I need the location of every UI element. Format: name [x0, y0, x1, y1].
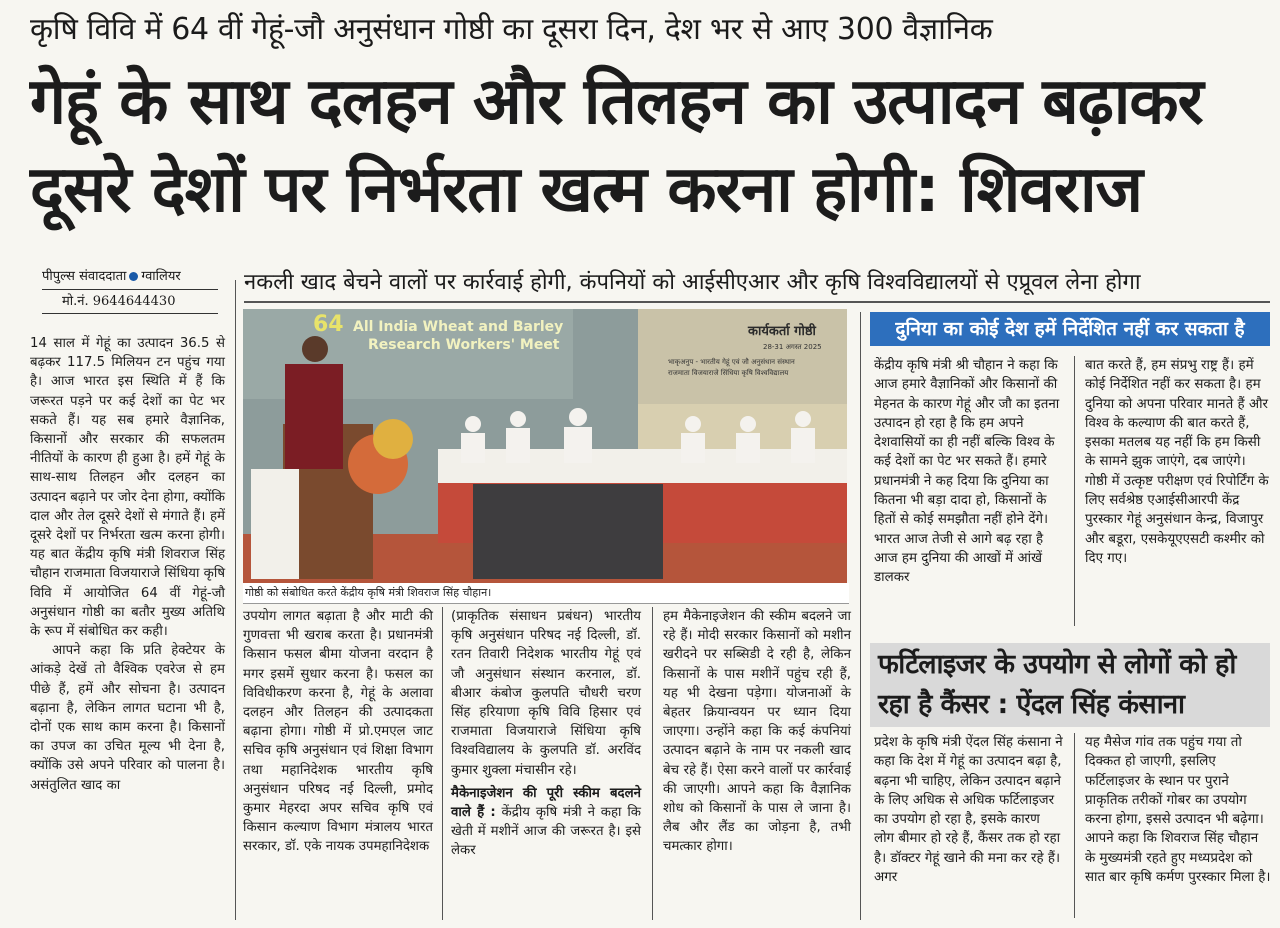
article-column-1: [30, 334, 225, 795]
photo-speaker-head: [302, 336, 328, 362]
article-column-4: [663, 607, 851, 857]
column1-paragraph-1: 14 साल में गेहूं का उत्पादन 36.5 से बढ़कर 117.5 मिलियन टन पहुंच गया है। आज भारत इस स्थिति में हैं कि जरूरत पड़ने पर कई देशों का पेट भर सकते हैं। यह सब हमारे वैज्ञानिक, किसानों और सरकार की सफलतम नीतियों के कारण ही हुआ है। हमें गेहूं के साथ-साथ तिलहन और दलहन का उत्पादन बढ़ाने पर जोर देना होगा, क्योंकि दाल और तेल दूसरे देशों से मंगाते हैं। हमें दूसरे देशों पर निर्भरता खत्म करना होगी। यह बात केंद्रीय कृषि मंत्री शिवराज सिंह चौहान राजमाता विजयाराजे सिंधिया कृषि विवि में आयोजित 64 वीं गेहूं-जौ अनुसंधान गोष्ठी का बतौर मुख्य अतिथि के रूप में संबोधित कर कही।: [30, 336, 226, 640]
box2-column-b: यह मैसेज गांव तक पहुंच गया तो दिक्कत हो जाएगी, इसलिए फर्टिलाइजर के स्थान पर पुराने प्राकृतिक तरीकों गोबर का उपयोग करना होगा, इससे उत्पादन भी बढ़ेगा। आपने कहा कि शिवराज सिंह चौहान के मुख्यमंत्री रहते हुए मध्यप्रदेश को सात बार कृषि कर्मण पुरस्कार मिला है।: [1085, 735, 1271, 886]
event-photo: [243, 309, 847, 583]
byline-mobile: मो.नं. 9644644430: [62, 294, 176, 309]
box1-column-b: बात करते हैं, हम संप्रभु राष्ट्र हैं। हमें कोई निर्देशित नहीं कर सकता है। हम दुनिया को अपना परिवार मानते हैं और विश्व के कल्याण की बात करते हैं, इसका मतलब यह नहीं कि हम किसी के सामने झुक जाएंगे, दब जाएंगे। गोष्ठी में उत्कृष्ट परीक्षण एवं रिपोर्टिंग के लिए सर्वश्रेष्ठ एआईसीआरपी केंद्र पुरस्कार गेहूं अनुसंधान केन्द्र, विजापुर और बडूरा, एसकेयूएएसटी कश्मीर को दिए गए।: [1085, 358, 1269, 566]
column3-subhead: मैकेनाइजेशन की पूरी स्कीम बदलने वाले हैं :: [451, 785, 641, 821]
byline: [42, 268, 220, 286]
subheadline: नकली खाद बेचने वालों पर कार्रवाई होगी, कंपनियों को आईसीएआर और कृषि विश्वविद्यालयों से एप्रूवल लेना होगा: [244, 270, 1141, 295]
photo-caption: गोष्ठी को संबोधित करते केंद्रीय कृषि मंत्री शिवराज सिंह चौहान।: [243, 583, 849, 604]
photo-right-banner-title: कार्यकर्ता गोष्ठी: [748, 324, 816, 339]
photo-banner-number: 64: [313, 312, 344, 337]
photo-right-banner-text-1: भाकृअनुप - भारतीय गेहूं एवं जौ अनुसंधान संस्थान: [668, 358, 795, 366]
photo-banner-line-2: Research Workers' Meet: [368, 337, 560, 353]
box2-title: [878, 645, 1270, 725]
box2-column-a: प्रदेश के कृषि मंत्री ऐंदल सिंह कंसाना ने कहा कि देश में गेहूं का उत्पादन बढ़ा है, बढ़ना भी चाहिए, लेकिन उत्पादन बढ़ाने के लिए अधिक से अधिक फर्टिलाइजर का उपयोग हो रहा है, इसके कारण लोग बीमार हो रहे हैं, कैंसर तक हो रहा है। डॉक्टर गेहूं खाने की मना कर रहे हैं। अगर: [874, 735, 1063, 886]
column4-paragraph-1: हम मैकेनाइजेशन की स्कीम बदलने जा रहे हैं। मोदी सरकार किसानों को मशीन खरीदने पर सब्सिडी दे रही है, लेकिन किसानों के पास मशीनें पहुंच रही हैं, यह भी देखना पड़ेगा। योजनाओं के बेहतर क्रियान्वयन पर ध्यान दिया जाएगा। उन्होंने कहा कि कई कंपनियां उत्पादन बढ़ाने के नाम पर नकली खाद बेच रहे हैं। ऐसा करने वालों पर कार्रवाई की जाएगी। आपने कहा कि वैज्ञानिक शोध को किसानों के पास ले जाना है। लैब और लैंड का जोड़ना है, तभी चमत्कार होगा।: [663, 609, 851, 855]
column3-paragraph-1: (प्राकृतिक संसाधन प्रबंधन) भारतीय कृषि अनुसंधान परिषद नई दिल्ली, डॉ. रतन तिवारी निदेशक भारतीय गेहूं एवं जौ अनुसंधान संस्थान करनाल, डॉ. बीआर कंबोज कुलपति चौधरी चरण सिंह हरियाणा कृषि विवि हिसार एवं राजमाता विजयाराजे सिंधिया कृषि विश्वविद्यालय के कुलपति डॉ. अरविंद कुमार शुक्ला मंचासीन रहे।: [451, 609, 641, 778]
byline-rule-bottom: [42, 313, 218, 314]
column-divider-4: [860, 312, 861, 920]
photo-flower-yellow: [373, 419, 413, 459]
photo-right-banner-text-2: राजमाता विजयाराजे सिंधिया कृषि विश्वविद्यालय: [668, 369, 789, 377]
box1-title: दुनिया का कोई देश हमें निर्देशित नहीं कर सकता है: [870, 312, 1270, 346]
column-divider-1: [235, 280, 236, 920]
subhead-rule: [244, 301, 1270, 303]
column-divider-3: [652, 607, 653, 920]
article-column-3: [451, 607, 641, 861]
column1-paragraph-2: आपने कहा कि प्रति हेक्टेयर के आंकड़े देखें तो वैश्विक एवरेज से हम पीछे हैं, हमें और सोचना है। उत्पादन बढ़ाना है, लेकिन लागत घटाना भी है, दोनों एक साथ काम करना है। किसानों का उपज का उचित मूल्य भी देना है, क्योंकि उसे अपने परिवार को पालना है। असंतुलित खाद का: [30, 643, 225, 793]
reporter-name: पीपुल्स संवाददाता: [42, 269, 127, 284]
photo-head-table: [438, 449, 847, 483]
column-divider-2: [442, 607, 443, 920]
photo-monitor: [473, 484, 663, 579]
photo-banner-line-1: All India Wheat and Barley: [353, 319, 564, 335]
column2-paragraph-1: उपयोग लागत बढ़ाता है और माटी की गुणवत्ता भी खराब करता है। प्रधानमंत्री किसान फसल बीमा योजना वरदान है मगर इसमें सुधार करना है। फसल का विविधीकरण करना है, गेहूं के अलावा दलहन और तिलहन की उत्पादकता बढ़ाना होगा। गोष्ठी में प्रो.एमएल जाट सचिव कृषि अनुसंधान एवं शिक्षा विभाग तथा महानिदेशक भारतीय कृषि अनुसंधान परिषद नई दिल्ली, प्रमोद कुमार मेहरदा अपर सचिव कृषि एवं किसान कल्याण विभाग मंत्रालय भारत सरकार, डॉ. एके नायक उपमहानिदेशक: [243, 609, 433, 855]
kicker-line: कृषि विवि में 64 वीं गेहूं-जौ अनुसंधान गोष्ठी का दूसरा दिन, देश भर से आए 300 वैज्ञानिक: [30, 12, 993, 47]
article-column-2: [243, 607, 433, 857]
box2-divider: [1074, 733, 1075, 918]
event-photo-illustration: [243, 309, 847, 583]
byline-city: ग्वालियर: [141, 269, 181, 284]
box1-column-a: केंद्रीय कृषि मंत्री श्री चौहान ने कहा कि आज हमारे वैज्ञानिकों और किसानों की मेहनत के कारण गेहूं और जौ का इतना उत्पादन हो रहा है कि हम अपने देशवासियों का ही नहीं बल्कि विश्व के कई देशों का पेट भर सकते हैं। हमारे प्रधानमंत्री ने कह दिया कि दुनिया का कितना भी बड़ा दादा हो, किसानों के हितों से कोई समझौता नहीं होने देंगे। भारत आज तेजी से आगे बढ़ रहा है आज हम दुनिया की आखों में आंखें डालकर: [874, 358, 1060, 586]
column3-paragraph-2: केंद्रीय कृषि मंत्री ने कहा कि खेती में मशीनें आज की जरूरत है। इसे लेकर: [451, 805, 641, 859]
bullet-icon: [129, 272, 138, 281]
photo-right-banner-date: 28-31 अगस्त 2025: [763, 343, 822, 351]
headline-line-1: गेहूं के साथ दलहन और तिलहन का उत्पादन बढ़ाकर: [30, 65, 1203, 139]
byline-rule: [42, 289, 218, 290]
box1-divider: [1074, 356, 1075, 626]
photo-speaker-vest: [285, 364, 343, 469]
headline-line-2: दूसरे देशों पर निर्भरता खत्म करना होगी: शिवराज: [30, 153, 1143, 227]
box2-title-line-1: फर्टिलाइजर के उपयोग से लोगों को हो: [878, 649, 1236, 680]
box2-title-line-2: रहा है कैंसर : ऐंदल सिंह कंसाना: [878, 689, 1185, 720]
photo-speaker-kurta: [251, 469, 299, 579]
